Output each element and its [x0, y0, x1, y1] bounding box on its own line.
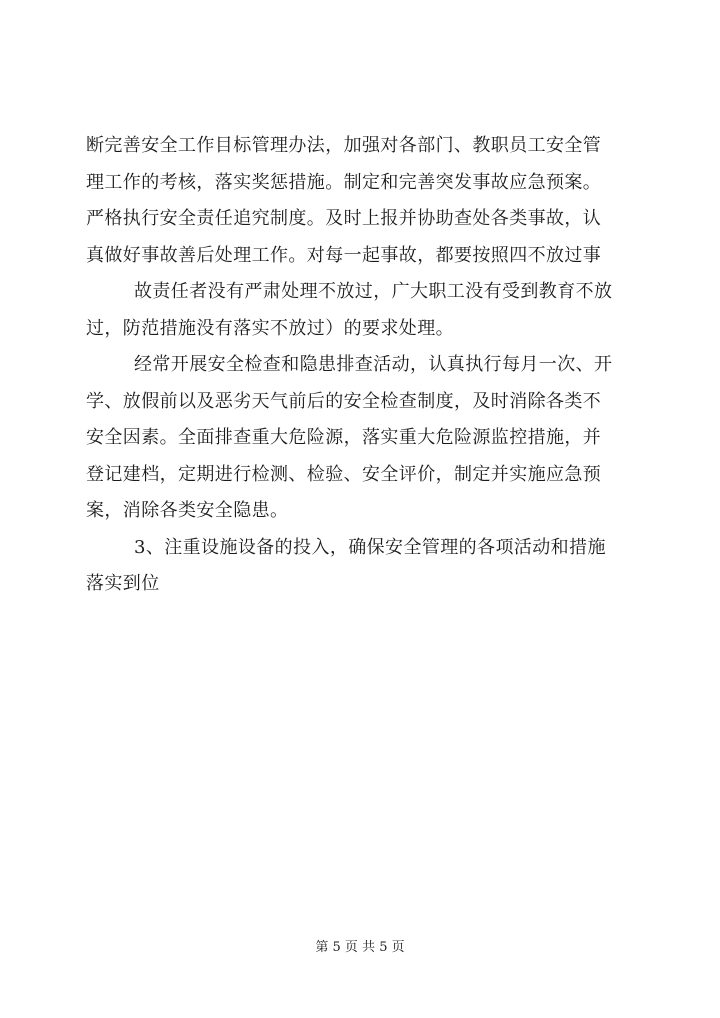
text-line: 案，消除各类安全隐患。	[86, 500, 289, 521]
text-line: 严格执行安全责任追究制度。及时上报并协助查处各类事故，认	[86, 208, 602, 229]
text-line: 安全因素。全面排查重大危险源，落实重大危险源监控措施，并	[86, 427, 602, 448]
text-line: 学、放假前以及恶劣天气前后的安全检查制度，及时消除各类不	[86, 390, 602, 412]
document-body	[86, 128, 646, 603]
text-line: 故责任者没有严肃处理不放过，广大职工没有受到教育不放	[134, 281, 613, 302]
text-line: 过，防范措施没有落实不放过）的要求处理。	[86, 317, 454, 339]
text-line: 真做好事故善后处理工作。对每一起事故，都要按照四不放过事	[86, 244, 602, 266]
page-number-footer: 第 5 页 共 5 页	[315, 940, 405, 955]
paragraph-start-line: 经常开展安全检查和隐患排查活动，认真执行每月一次、开	[134, 354, 613, 375]
text-line: 登记建档，定期进行检测、检验、安全评价，制定并实施应急预	[86, 463, 602, 485]
section-heading-line: 3、注重设施设备的投入，确保安全管理的各项活动和措施	[134, 536, 606, 558]
text-line: 落实到位	[86, 573, 160, 594]
text-line: 断完善安全工作目标管理办法，加强对各部门、教职员工安全管	[86, 135, 602, 156]
text-line: 理工作的考核，落实奖惩措施。制定和完善突发事故应急预案。	[86, 171, 602, 193]
